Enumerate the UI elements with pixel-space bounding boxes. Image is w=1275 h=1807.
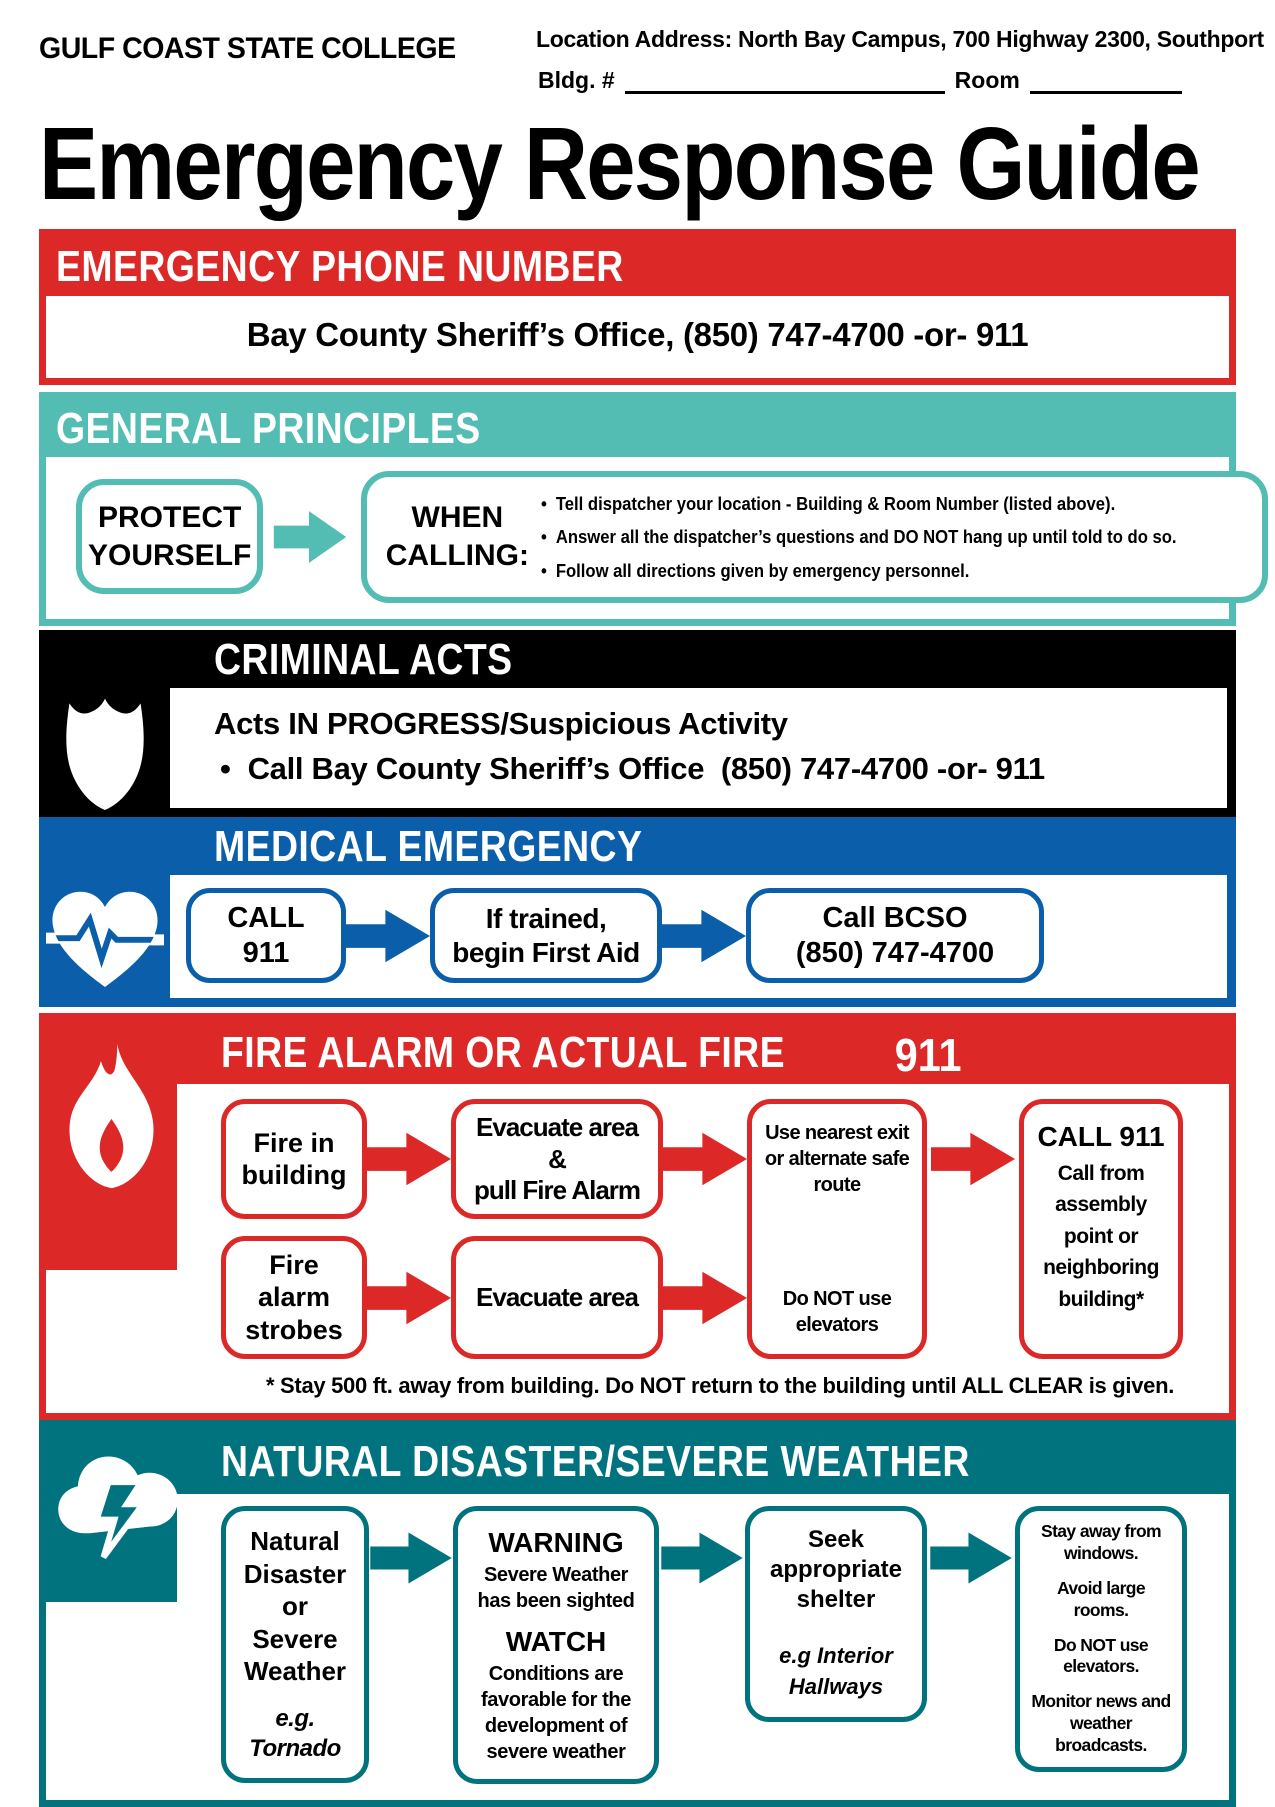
watch-heading: WATCH [505, 1626, 607, 1658]
watch-text: Conditions are favorable for the development of severe weather [481, 1663, 631, 1764]
flow-box-evacuate-pull-alarm [451, 1099, 663, 1219]
protect-line2: YOURSELF [88, 538, 252, 572]
fire-content [177, 1084, 1229, 1413]
flow-box-call-911 [186, 888, 346, 984]
when-calling-bullets [541, 487, 1247, 587]
arrow-right-icon [369, 1530, 453, 1586]
safety-tip: Do NOT use elevators. [1053, 1634, 1149, 1677]
arrow-right-icon [267, 506, 353, 568]
flow-box-seek-shelter [745, 1506, 927, 1722]
weather-flowchart [177, 1494, 1229, 1800]
shelter-example: e.g Interior Hallways [779, 1643, 893, 1699]
flow-box-line: Fire in [253, 1127, 335, 1158]
general-principles-content [46, 457, 1229, 619]
flow-box-evacuate-area [451, 1236, 663, 1359]
protect-yourself-box [76, 479, 263, 594]
fire-phone-number: 911 [894, 1029, 962, 1082]
arrow-right-icon [929, 1530, 1013, 1586]
emergency-phone-number: Bay County Sheriff’s Office, (850) 747-4700 -or- 911 [246, 316, 1029, 353]
building-room-line [536, 67, 1236, 94]
arrow-right-icon [367, 1130, 451, 1188]
weather-title: NATURAL DISASTER/SEVERE WEATHER [221, 1437, 970, 1487]
flow-box-line: CALL [227, 901, 305, 934]
location-block [536, 26, 1264, 94]
section-criminal-acts [39, 630, 1236, 817]
arrow-right-icon [346, 907, 430, 965]
fire-footnote: * Stay 500 ft. away from building. Do NOT return to the building until ALL CLEAR is given. [265, 1373, 1175, 1399]
arrow-right-icon [660, 1530, 744, 1586]
flow-box-call-911-fire [1019, 1099, 1183, 1359]
flow-box-line: strobes [245, 1314, 343, 1345]
warning-text: Severe Weather has been sighted [477, 1564, 635, 1613]
arrow-right-icon [367, 1269, 451, 1327]
flow-box-line: building [241, 1160, 347, 1191]
criminal-acts-content [170, 688, 1227, 808]
no-elevators-instruction: Do NOT use elevators [782, 1288, 892, 1337]
emergency-phone-title: EMERGENCY PHONE NUMBER [56, 242, 624, 291]
flow-box-line: Fire alarm [257, 1249, 331, 1313]
weather-banner [46, 1427, 1229, 1494]
room-blank-field [1030, 70, 1182, 94]
fire-flowchart [221, 1099, 1219, 1359]
bullet-item: • Answer all the dispatcher’s questions and DO NOT hang up until told to do so. [541, 520, 1177, 553]
flow-box-line: Evacuate area & [476, 1112, 638, 1174]
section-medical-emergency [39, 817, 1236, 1008]
when-calling-box [361, 471, 1267, 603]
general-principles-banner [46, 399, 1229, 457]
when-line2: CALLING: [385, 538, 530, 572]
protect-line1: PROTECT [98, 501, 242, 535]
flame-icon [63, 1040, 160, 1192]
flow-box-first-aid [430, 888, 662, 984]
section-emergency-phone [39, 229, 1236, 385]
when-calling-label [373, 499, 541, 574]
medical-title: MEDICAL EMERGENCY [214, 821, 643, 871]
flow-box-line: begin First Aid [452, 936, 640, 968]
location-address: Location Address: North Bay Campus, 700 Highway 2300, Southport [536, 26, 1264, 52]
flow-box-call-bcso [746, 888, 1044, 984]
arrow-right-icon [662, 907, 746, 965]
heart-pulse-icon [46, 878, 164, 1000]
when-line1: WHEN [411, 501, 504, 535]
bldg-label: Bldg. # [538, 67, 615, 93]
flow-box-line: (850) 747-4700 [795, 936, 995, 969]
section-natural-disaster [39, 1420, 1236, 1807]
fire-icon-column [46, 1020, 177, 1270]
shield-icon [58, 694, 152, 810]
criminal-acts-title: CRIMINAL ACTS [214, 634, 513, 684]
page-header [39, 26, 1264, 94]
flow-box-fire-in-building [221, 1099, 367, 1219]
section-fire [39, 1013, 1236, 1420]
flow-box-warning-watch [453, 1506, 659, 1784]
arrow-right-icon [931, 1130, 1015, 1188]
fire-banner [46, 1020, 1229, 1084]
storm-cloud-icon [54, 1435, 182, 1577]
section-general-principles [39, 392, 1236, 626]
fire-title: FIRE ALARM OR ACTUAL FIRE [221, 1028, 785, 1078]
safety-tip: Stay away from windows. [1041, 1521, 1161, 1563]
criminal-acts-icon-cell [39, 630, 170, 817]
bldg-blank-field [625, 70, 945, 94]
safety-tip: Monitor news and weather broadcasts. [1031, 1691, 1171, 1756]
medical-flowchart [170, 875, 1227, 999]
flow-box-line: Call BCSO [822, 901, 968, 934]
exit-instruction: Use nearest exit or alternate safe route [764, 1122, 910, 1197]
medical-banner [170, 817, 1227, 875]
medical-icon-cell [39, 817, 170, 1008]
criminal-acts-banner [170, 630, 1227, 688]
flow-box-use-nearest-exit [747, 1099, 927, 1359]
criminal-acts-main [170, 630, 1236, 817]
emergency-phone-banner [46, 236, 1229, 296]
medical-main [170, 817, 1236, 1008]
flow-box-fire-alarm-strobes [221, 1236, 367, 1359]
flow-box-line: Evacuate area [476, 1281, 638, 1312]
shelter-label: Seek appropriate shelter [769, 1526, 903, 1614]
criminal-acts-line1: Acts IN PROGRESS/Suspicious Activity [214, 705, 788, 741]
college-name: GULF COAST STATE COLLEGE [39, 32, 456, 65]
page-title: Emergency Response Guide [39, 106, 1199, 221]
general-principles-title: GENERAL PRINCIPLES [56, 404, 481, 453]
room-label: Room [954, 67, 1020, 93]
flow-box-line: 911 [242, 936, 290, 969]
call-911-body: Call from assembly point or neighboring building* [1043, 1161, 1159, 1311]
safety-tip: Avoid large rooms. [1056, 1577, 1146, 1620]
bullet-item: • Follow all directions given by emergency personnel. [541, 554, 1177, 587]
flow-box-line: pull Fire Alarm [473, 1174, 641, 1205]
flow-box-safety-tips [1015, 1506, 1187, 1772]
flow-box-line: If trained, [485, 902, 607, 934]
warning-heading: WARNING [488, 1527, 624, 1559]
bullet-item: • Tell dispatcher your location - Building & Room Number (listed above). [541, 487, 1177, 520]
call-911-heading: CALL 911 [1037, 1121, 1165, 1153]
disaster-label: Natural Disaster or Severe Weather [243, 1526, 347, 1687]
criminal-acts-bullet: • Call Bay County Sheriff’s Office (850) 747-4700 -or- 911 [214, 747, 1217, 792]
disaster-example: e.g. Tornado [249, 1704, 341, 1762]
arrow-right-icon [663, 1269, 747, 1327]
arrow-right-icon [663, 1130, 747, 1188]
flow-box-natural-disaster [221, 1506, 369, 1783]
